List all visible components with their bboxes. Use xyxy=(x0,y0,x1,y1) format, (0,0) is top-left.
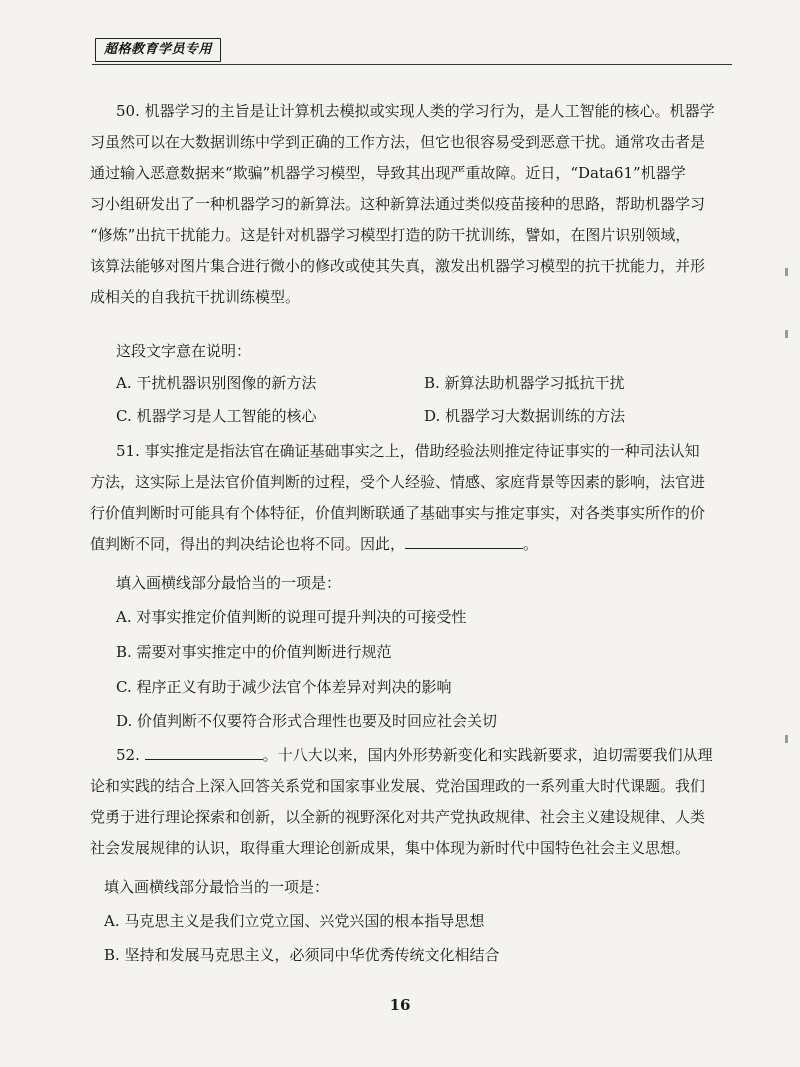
q51-option-d[interactable]: D. 价值判断不仅要符合形式合理性也要及时回应社会关切 xyxy=(116,712,498,730)
q52-line-2: 论和实践的结合上深入回答关系党和国家事业发展、党治国理政的一系列重大时代课题。我们 xyxy=(90,777,706,795)
q51-line-4 xyxy=(90,529,710,560)
question-52-text xyxy=(90,740,713,864)
q51-line-2: 方法，这实际上是法官价值判断的过程，受个人经验、情感、家庭背景等因素的影响，法官进 xyxy=(90,473,706,491)
q51-option-c[interactable]: C. 程序正义有助于减少法官个体差异对判决的影响 xyxy=(116,678,452,696)
q51-line-4-text: 值判断不同，得出的判决结论也将不同。因此， xyxy=(90,535,406,553)
q50-line-6: 该算法能够对图片集合进行微小的修改或使其失真，激发出机器学习模型的抗干扰能力，并形 xyxy=(90,257,706,275)
page-number: 16 xyxy=(389,996,411,1014)
q50-prompt: 这段文字意在说明： xyxy=(116,342,252,360)
q52-line-1 xyxy=(90,740,713,771)
q52-prompt: 填入画横线部分最恰当的一项是： xyxy=(104,878,330,896)
q52-line-3: 党勇于进行理论探索和创新，以全新的视野深化对共产党执政规律、社会主义建设规律、人类 xyxy=(90,808,706,826)
q51-option-a[interactable]: A. 对事实推定价值判断的说理可提升判决的可接受性 xyxy=(116,608,467,626)
q51-line-1: 51. 事实推定是指法官在确证基础事实之上，借助经验法则推定待证事实的一种司法认知 xyxy=(116,442,700,460)
q52-line-1-text: 。十八大以来，国内外形势新变化和实践新要求，迫切需要我们从理 xyxy=(262,746,713,764)
q51-line-4-end: 。 xyxy=(523,535,539,553)
q52-option-a[interactable]: A. 马克思主义是我们立党立国、兴党兴国的根本指导思想 xyxy=(104,912,485,930)
scan-edge-mark xyxy=(785,735,788,743)
q52-number: 52. xyxy=(116,746,140,764)
q51-option-b[interactable]: B. 需要对事实推定中的价值判断进行规范 xyxy=(116,643,392,661)
q51-prompt: 填入画横线部分最恰当的一项是： xyxy=(116,574,342,592)
question-50-text xyxy=(90,96,715,313)
scan-edge-mark xyxy=(785,268,788,276)
q50-line-4: 习小组研发出了一种机器学习的新算法。这种新算法通过类似疫苗接种的思路，帮助机器学习 xyxy=(90,195,706,213)
q50-option-b[interactable]: B. 新算法助机器学习抵抗干扰 xyxy=(424,374,625,392)
q52-line-4: 社会发展规律的认识，取得重大理论创新成果，集中体现为新时代中国特色社会主义思想。 xyxy=(90,839,691,857)
q50-line-5: “修炼”出抗干扰能力。这是针对机器学习模型打造的防干扰训练，譬如，在图片识别领域， xyxy=(90,226,691,244)
q50-line-2: 习虽然可以在大数据训练中学到正确的工作方法，但它也很容易受到恶意干扰。通常攻击者是 xyxy=(90,133,706,151)
question-51-text xyxy=(90,436,710,560)
q52-answer-blank xyxy=(145,745,263,760)
header-label: 超格教育学员专用 xyxy=(95,38,221,62)
q50-option-a[interactable]: A. 干扰机器识别图像的新方法 xyxy=(116,374,317,392)
q51-answer-blank xyxy=(405,534,523,549)
q50-option-d[interactable]: D. 机器学习大数据训练的方法 xyxy=(424,407,626,425)
q50-line-7: 成相关的自我抗干扰训练模型。 xyxy=(90,288,301,306)
q50-line-3: 通过输入恶意数据来“欺骗”机器学习模型，导致其出现严重故障。近日，“Data61”机器学 xyxy=(90,164,686,182)
q50-option-c[interactable]: C. 机器学习是人工智能的核心 xyxy=(116,407,317,425)
q50-line-1: 50. 机器学习的主旨是让计算机去模拟或实现人类的学习行为，是人工智能的核心。机器学 xyxy=(116,102,715,120)
q51-line-3: 行价值判断时可能具有个体特征，价值判断联通了基础事实与推定事实，对各类事实所作的价 xyxy=(90,504,706,522)
header-divider xyxy=(92,64,732,65)
scan-edge-mark xyxy=(785,330,788,338)
q52-option-b[interactable]: B. 坚持和发展马克思主义，必须同中华优秀传统文化相结合 xyxy=(104,946,500,964)
